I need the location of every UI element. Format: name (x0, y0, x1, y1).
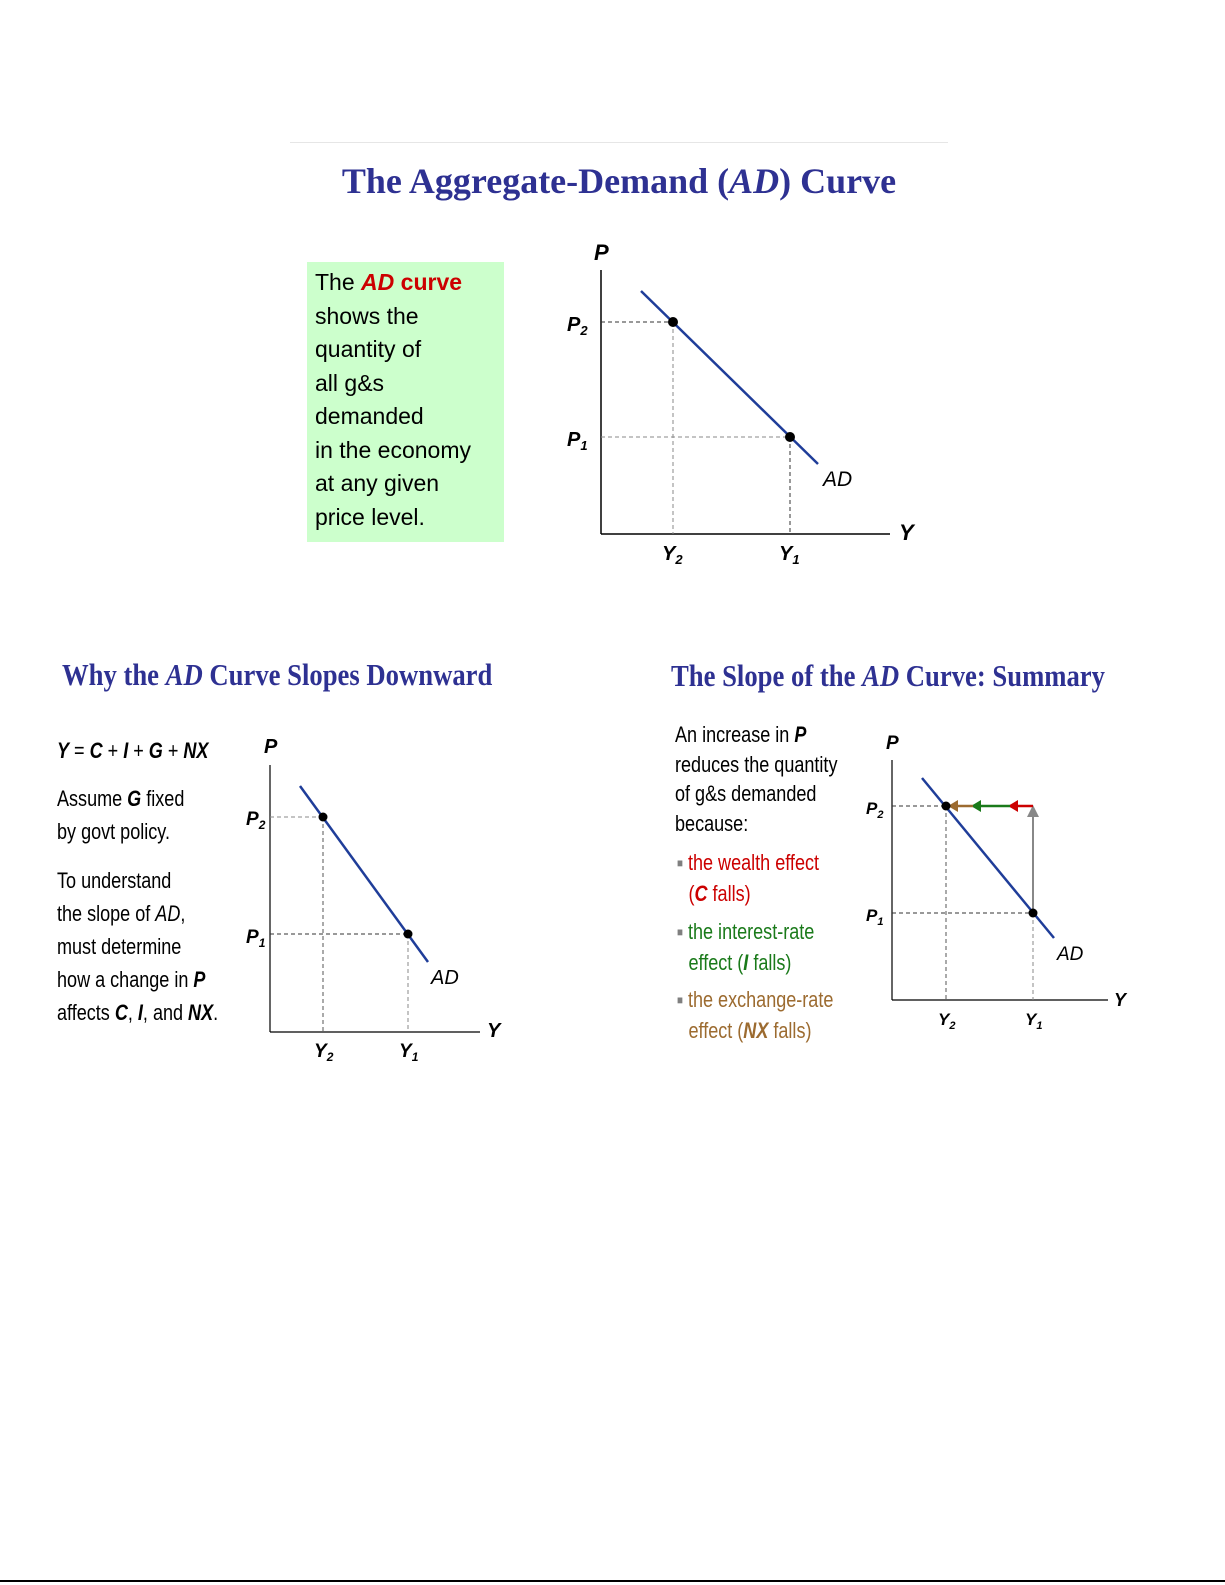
tick-label-p2: $P_2$ (866, 799, 884, 821)
understand-text: To understand the slope of AD, must determine how a change in P affects C, I, and NX. (57, 868, 219, 1025)
tick-label-p1: $P_1$ (246, 927, 266, 950)
axis-label-p: P (594, 240, 609, 265)
tick-label-y1: $Y_1$ (779, 543, 800, 567)
definition-line: at any given (315, 470, 440, 496)
axis-label-p: P (886, 733, 899, 754)
definition-line: quantity of (315, 336, 422, 362)
definition-line: price level. (315, 503, 425, 530)
definition-line: shows the (315, 302, 419, 329)
tick-label-y2: $Y_2$ (938, 1010, 956, 1032)
equation: Y = C + I + G + NX (57, 738, 209, 763)
tick-label-p1: $P_1$ (866, 906, 884, 928)
summary-intro: An increase in P reduces the quantity of g&s demanded because: (675, 722, 838, 836)
tick-label-y1: $Y_1$ (399, 1041, 419, 1064)
tick-label-y2: $Y_2$ (314, 1041, 334, 1064)
summary-bullet-exchange: ■ the exchange-rate effect (NX falls) (677, 987, 834, 1043)
definition-line: all g&s (315, 369, 385, 396)
bullet-icon: ■ (677, 993, 683, 1007)
definition-line: demanded (315, 403, 424, 429)
axis-label-p: P (264, 736, 278, 758)
tick-label-p2: $P_2$ (567, 314, 588, 338)
curve-label-ad: AD (823, 468, 853, 491)
definition-line: in the economy (315, 436, 471, 463)
point-p1 (1029, 909, 1038, 918)
tick-label-p1: $P_1$ (567, 429, 588, 453)
bullet-icon: ■ (677, 925, 683, 939)
tick-label-y1: $Y_1$ (1025, 1010, 1043, 1032)
bullet-icon: ■ (677, 856, 683, 870)
left-section-title: Why the AD Curve Slopes Downward (62, 657, 493, 692)
assumption-text: Assume G fixed by govt policy. (57, 786, 185, 844)
page-bottom-border (0, 1580, 1225, 1582)
point-p2 (942, 802, 951, 811)
tick-label-p2: $P_2$ (246, 809, 266, 832)
summary-bullet-interest: ■ the interest-rate effect (I falls) (677, 919, 815, 975)
axis-label-y: Y (1114, 990, 1127, 1010)
curve-label-ad: AD (1057, 944, 1084, 965)
right-section-title: The Slope of the AD Curve: Summary (671, 658, 1105, 693)
curve-label-ad: AD (431, 967, 459, 989)
definition-box: The AD curve shows the quantity of all g&s demanded in the economy at any given price level. (307, 262, 504, 542)
page-title: The Aggregate-Demand (AD) Curve (341, 161, 897, 201)
axis-label-y: Y (487, 1020, 501, 1042)
tick-label-y2: $Y_2$ (662, 543, 683, 567)
axis-label-y: Y (899, 520, 914, 545)
summary-bullet-wealth: ■ the wealth effect (C falls) (677, 850, 820, 906)
